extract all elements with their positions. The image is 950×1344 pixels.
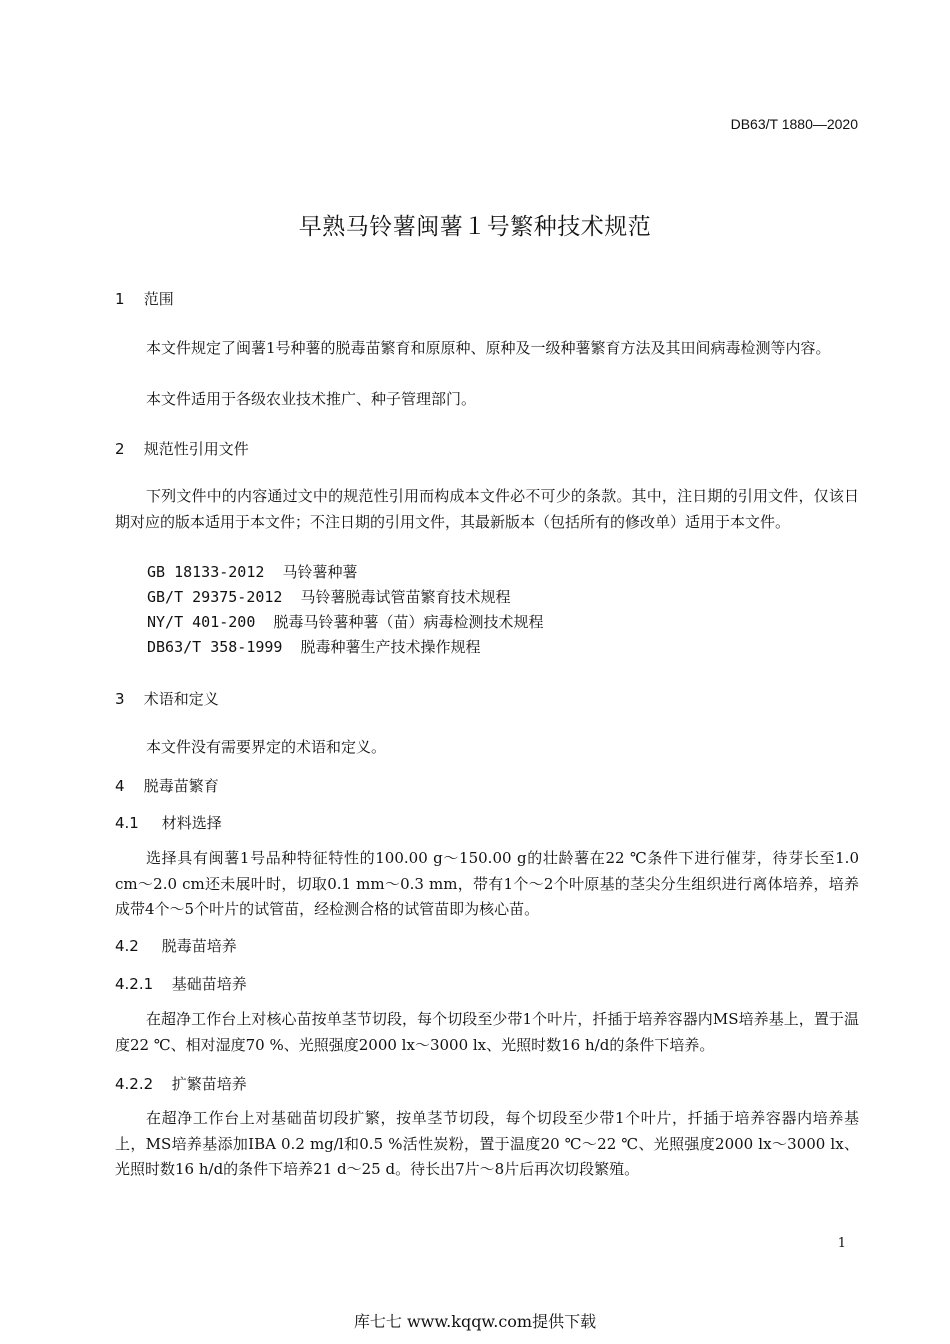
section-title: 基础苗培养 xyxy=(171,975,247,993)
section-title: 术语和定义 xyxy=(143,690,219,708)
section-4-2-2-heading xyxy=(115,1073,247,1094)
section-4-1-heading xyxy=(115,812,222,833)
document-code: DB63/T 1880—2020 xyxy=(730,116,858,132)
reference-item xyxy=(147,636,481,657)
section-title: 材料选择 xyxy=(161,814,222,832)
section-number: 3 xyxy=(115,690,125,708)
section-1-paragraph-2: 本文件适用于各级农业技术推广、种子管理部门。 xyxy=(146,390,477,408)
section-3-heading xyxy=(115,688,219,709)
section-number: 4.1 xyxy=(115,814,139,832)
section-title: 脱毒苗繁育 xyxy=(143,777,219,795)
reference-code: DB63/T 358-1999 xyxy=(147,638,283,656)
section-title: 规范性引用文件 xyxy=(143,440,249,458)
section-title: 脱毒苗培养 xyxy=(161,937,237,955)
section-number: 4.2.1 xyxy=(115,975,154,993)
section-4-1-paragraph-1: 选择具有闽薯1号品种特征特性的100.00 g～150.00 g的壮龄薯在22 ℃条件下进行催芽，待芽长至1.0 cm～2.0 cm还未展叶时，切取0.1 mm～0.3 mm，带有1个～2个叶原基的茎尖分生组织进行离体培养，培养成带4个～5个叶片的试管苗，经检测合格的试管苗即为核心苗。 xyxy=(115,849,859,918)
reference-title: 马铃薯种薯 xyxy=(282,563,358,581)
section-4-heading xyxy=(115,775,219,796)
section-4-2-2-paragraph-1: 在超净工作台上对基础苗切段扩繁，按单茎节切段，每个切段至少带1个叶片，扦插于培养容器内培养基上，MS培养基添加IBA 0.2 mg/l和0.5 %活性炭粉，置于温度20 ℃～22 ℃、光照强度2000 lx～3000 lx、光照时数16 h/d的条件下培养21 d～25 d。待长出7片～8片后再次切段繁殖。 xyxy=(115,1109,859,1178)
section-number: 4.2 xyxy=(115,937,139,955)
reference-title: 脱毒马铃薯种薯（苗）病毒检测技术规程 xyxy=(273,613,544,631)
section-number: 1 xyxy=(115,290,125,308)
section-2-paragraph-1: 下列文件中的内容通过文中的规范性引用而构成本文件必不可少的条款。其中，注日期的引用文件，仅该日期对应的版本适用于本文件；不注日期的引用文件，其最新版本（包括所有的修改单）适用于本文件。 xyxy=(115,487,859,531)
section-title: 范围 xyxy=(143,290,174,308)
section-number: 4.2.2 xyxy=(115,1075,154,1093)
reference-item xyxy=(147,561,357,582)
section-1-heading xyxy=(115,288,174,309)
reference-code: GB 18133-2012 xyxy=(147,563,265,581)
section-4-2-1-heading xyxy=(115,973,247,994)
reference-code: GB/T 29375-2012 xyxy=(147,588,283,606)
section-4-2-1-paragraph-1: 在超净工作台上对核心苗按单茎节切段，每个切段至少带1个叶片，扦插于培养容器内MS培养基上，置于温度22 ℃、相对湿度70 %、光照强度2000 lx～3000 lx、光照时数16 h/d的条件下培养。 xyxy=(115,1010,859,1054)
reference-title: 马铃薯脱毒试管苗繁育技术规程 xyxy=(300,588,511,606)
section-2-heading xyxy=(115,438,249,459)
section-1-paragraph-1: 本文件规定了闽薯1号种薯的脱毒苗繁育和原原种、原种及一级种薯繁育方法及其田间病毒检测等内容。 xyxy=(146,339,831,357)
reference-title: 脱毒种薯生产技术操作规程 xyxy=(300,638,481,656)
section-number: 2 xyxy=(115,440,125,458)
reference-item xyxy=(147,586,511,607)
reference-code: NY/T 401-200 xyxy=(147,613,256,631)
document-title: 早熟马铃薯闽薯１号繁种技术规范 xyxy=(298,214,652,240)
download-footer: 库七七 www.kqqw.com提供下载 xyxy=(353,1312,597,1331)
section-3-paragraph-1: 本文件没有需要界定的术语和定义。 xyxy=(146,738,387,756)
section-title: 扩繁苗培养 xyxy=(171,1075,247,1093)
reference-item xyxy=(147,611,543,632)
section-number: 4 xyxy=(115,777,125,795)
page-number: 1 xyxy=(837,1236,846,1251)
section-4-2-heading xyxy=(115,935,237,956)
